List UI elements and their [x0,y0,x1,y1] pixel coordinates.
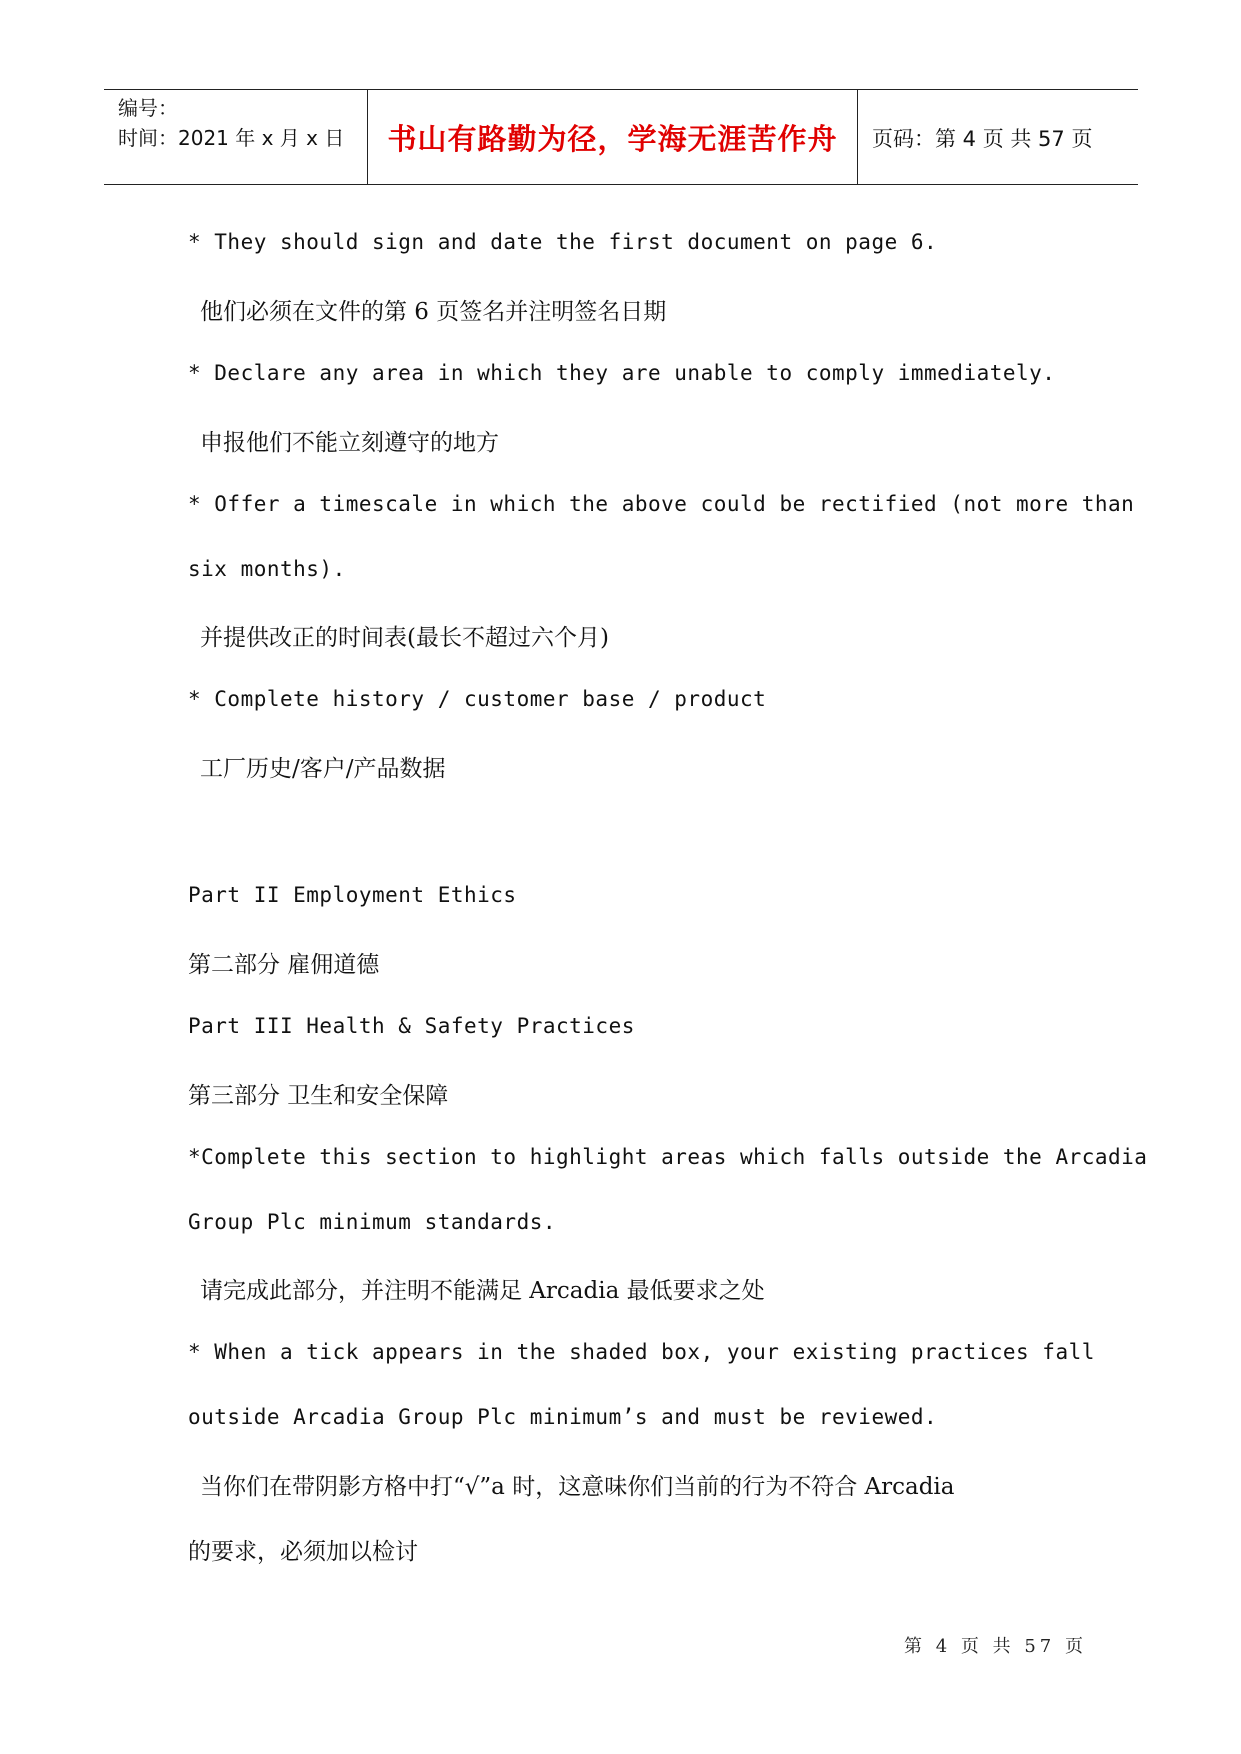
motto-text: 书山有路勤为径，学海无涯苦作舟 [387,122,838,156]
body-line: 并提供改正的时间表(最长不超过六个月) [200,625,609,651]
section-heading: 第二部分 雇佣道德 [188,952,380,978]
body-line: 工厂历史/客户/产品数据 [200,756,446,782]
body-line: Group Plc minimum standards. [188,1210,557,1234]
header-page-code: 页码：第 4 页 共 57 页 [872,127,1093,151]
body-line: * They should sign and date the first document on page 6. [188,230,938,254]
body-line: 当你们在带阴影方格中打“√”a 时，这意味你们当前的行为不符合 Arcadia [200,1474,955,1500]
section-heading: Part II Employment Ethics [188,883,517,907]
page-header [104,89,1138,185]
header-info-cell [104,90,368,184]
body-line: 他们必须在文件的第 6 页签名并注明签名日期 [200,299,667,325]
body-line: * Offer a timescale in which the above could be rectified (not more than [188,492,1135,516]
section-heading: 第三部分 卫生和安全保障 [188,1083,449,1109]
header-motto-cell [368,90,858,184]
page-footer: 第 4 页 共 57 页 [904,1636,1087,1657]
body-line: * Complete history / customer base / product [188,687,767,711]
date-label: 时间：2021 年 x 月 x 日 [118,126,345,150]
body-line: 的要求，必须加以检讨 [188,1539,418,1565]
body-line: * Declare any area in which they are unable to comply immediately. [188,361,1056,385]
body-line: six months). [188,557,346,581]
body-line: *Complete this section to highlight areas which falls outside the Arcadia [188,1145,1148,1169]
body-line: * When a tick appears in the shaded box, your existing practices fall [188,1340,1095,1364]
body-line: outside Arcadia Group Plc minimum’s and must be reviewed. [188,1405,938,1429]
body-line: 申报他们不能立刻遵守的地方 [200,430,499,456]
body-line: 请完成此部分，并注明不能满足 Arcadia 最低要求之处 [200,1278,765,1304]
serial-number-label: 编号： [118,96,178,120]
header-page-cell [858,90,1138,184]
section-heading: Part III Health & Safety Practices [188,1014,635,1038]
